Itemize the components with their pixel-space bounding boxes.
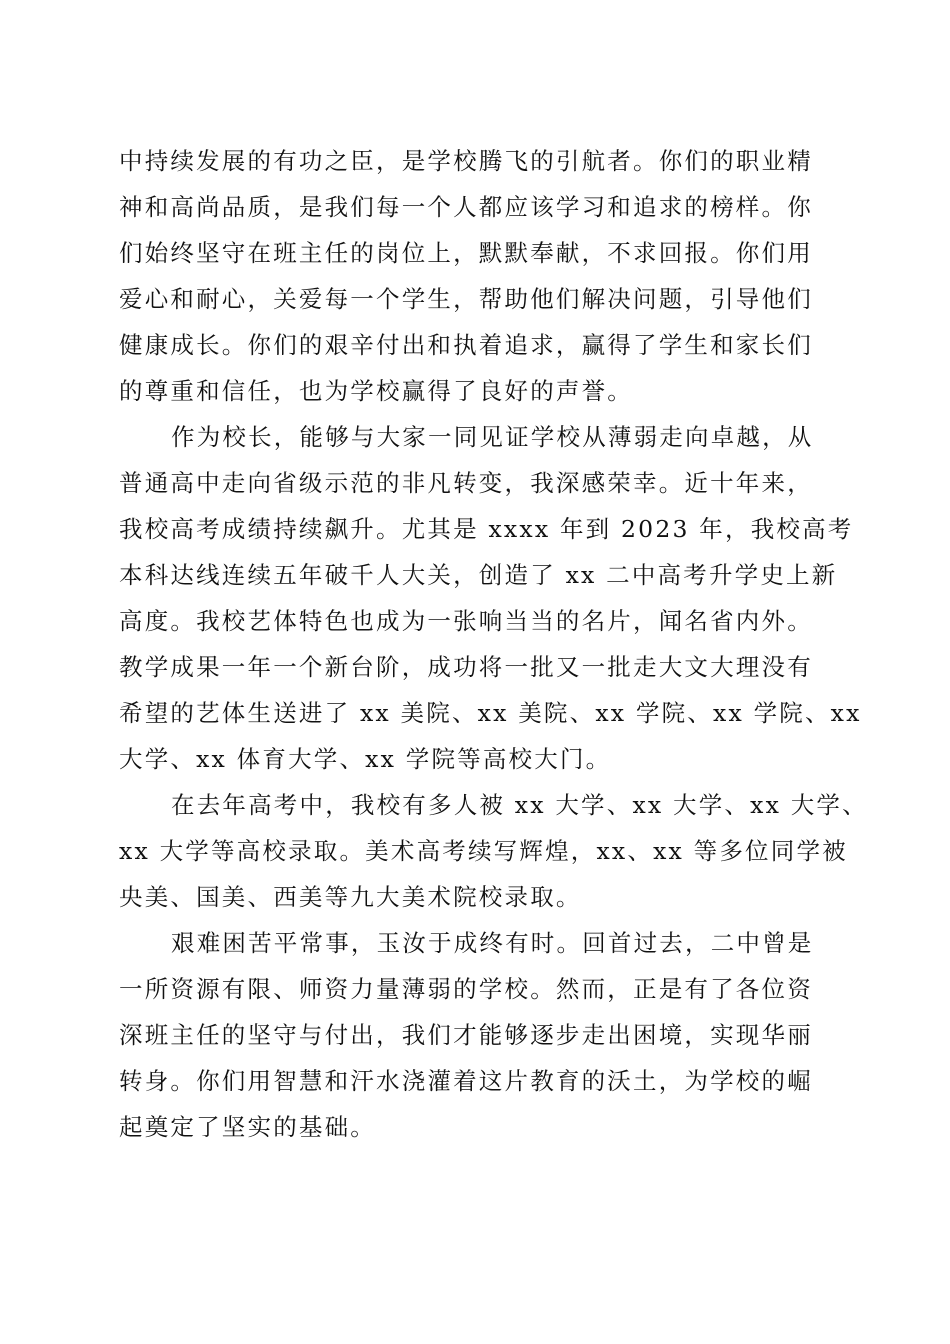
text-line: 健康成长。你们的艰辛付出和执着追求，赢得了学生和家长们 [119,331,813,359]
text-line: xx 大学等高校录取。美术高考续写辉煌，xx、xx 等多位同学被 [119,837,848,865]
paragraph-2 [119,414,862,782]
text-line: 在去年高考中，我校有多人被 xx 大学、xx 大学、xx 大学、 [171,791,868,819]
text-line: 央美、国美、西美等九大美术院校录取。 [119,883,582,911]
text-line: 普通高中走向省级示范的非凡转变，我深感荣幸。近十年来， [119,469,813,497]
text-line: 深班主任的坚守与付出，我们才能够逐步走出困境，实现华丽 [119,1021,813,1049]
text-line: 我校高考成绩持续飙升。尤其是 xxxx 年到 2023 年，我校高考 [119,515,854,543]
text-line: 高度。我校艺体特色也成为一张响当当的名片，闻名省内外。 [119,607,813,635]
text-line: 大学、xx 体育大学、xx 学院等高校大门。 [119,745,612,773]
text-line: 教学成果一年一个新台阶，成功将一批又一批走大文大理没有 [119,653,813,681]
text-line: 本科达线连续五年破千人大关，创造了 xx 二中高考升学史上新 [119,561,838,589]
text-line: 爱心和耐心，关爱每一个学生，帮助他们解决问题，引导他们 [119,285,813,313]
text-line: 神和高尚品质，是我们每一个人都应该学习和追求的榜样。你 [119,193,813,221]
text-line: 起奠定了坚实的基础。 [119,1113,376,1141]
document-body [119,138,868,1150]
text-line: 希望的艺体生送进了 xx 美院、xx 美院、xx 学院、xx 学院、xx [119,699,862,727]
paragraph-4 [119,920,835,1150]
paragraph-1 [119,138,835,414]
text-line: 转身。你们用智慧和汗水浇灌着这片教育的沃土，为学校的崛 [119,1067,813,1095]
text-line: 作为校长，能够与大家一同见证学校从薄弱走向卓越，从 [171,423,814,451]
text-line: 们始终坚守在班主任的岗位上，默默奉献，不求回报。你们用 [119,239,813,267]
text-line: 艰难困苦平常事，玉汝于成终有时。回首过去，二中曾是 [171,929,814,957]
text-line: 中持续发展的有功之臣，是学校腾飞的引航者。你们的职业精 [119,147,813,175]
text-line: 的尊重和信任，也为学校赢得了良好的声誉。 [119,377,633,405]
paragraph-3 [119,782,868,920]
text-line: 一所资源有限、师资力量薄弱的学校。然而，正是有了各位资 [119,975,813,1003]
